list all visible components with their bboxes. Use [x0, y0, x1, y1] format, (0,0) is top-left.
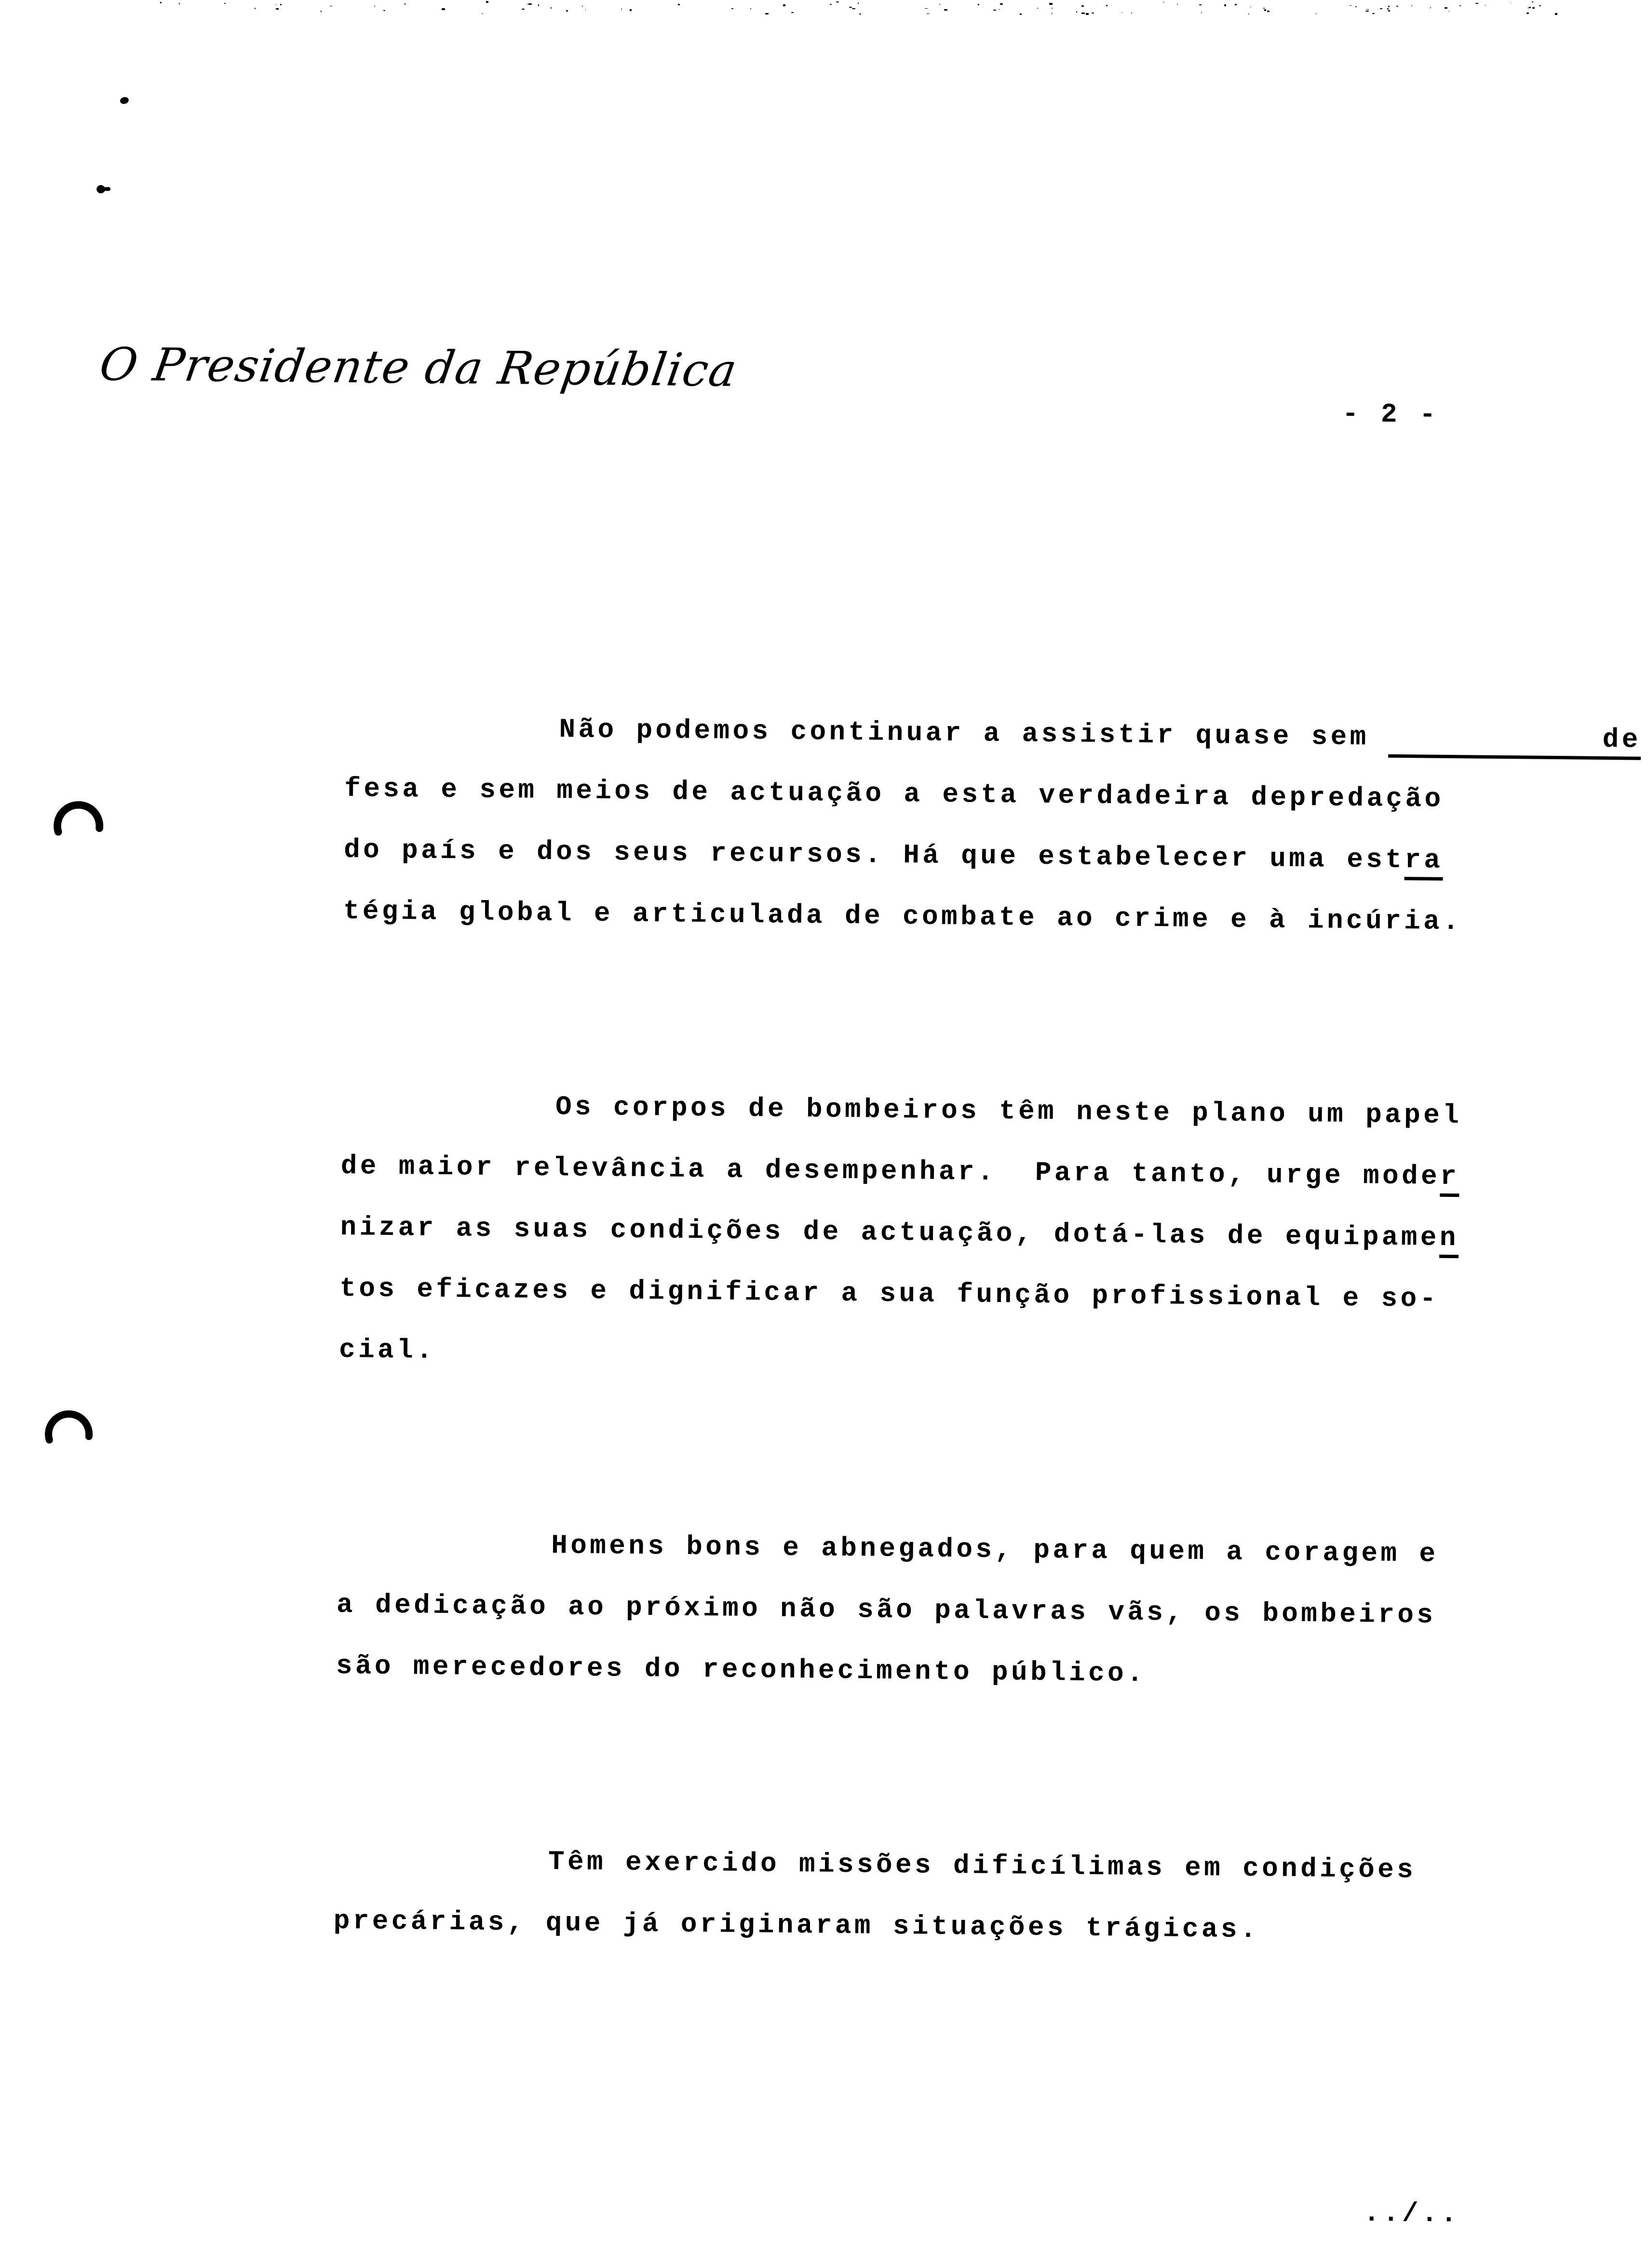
noise-speck [1387, 8, 1389, 10]
paragraph [339, 1074, 1528, 1392]
noise-speck [1366, 9, 1369, 10]
noise-speck [1350, 5, 1351, 6]
letterhead-script: O Presidente da República [96, 338, 741, 397]
page-number: - 2 - [1342, 398, 1439, 430]
noise-speck [1459, 5, 1460, 7]
noise-speck [1388, 6, 1390, 7]
noise-speck [1081, 5, 1084, 7]
line-text: fesa e sem meios de actuação a esta verdadeira depredação [344, 773, 1444, 815]
noise-speck [1224, 4, 1227, 6]
noise-speck [678, 4, 679, 5]
paragraph [343, 697, 1641, 953]
noise-speck [1532, 1, 1533, 2]
noise-speck [1106, 5, 1108, 7]
underlined-syllable: de [1388, 724, 1641, 760]
noise-speck [1264, 9, 1266, 11]
text-line [345, 697, 1641, 770]
ink-speck [104, 187, 110, 191]
text-line [344, 758, 1531, 831]
noise-speck [1475, 3, 1478, 4]
text-line [339, 1319, 1526, 1392]
noise-speck [978, 4, 979, 5]
noise-speck [836, 1, 839, 2]
noise-speck [1388, 10, 1390, 12]
text-line [334, 1829, 1520, 1902]
noise-speck [1052, 8, 1053, 9]
line-text: Homens bons e abnegados, para quem a coragem e [551, 1530, 1439, 1570]
document-body [333, 697, 1641, 1963]
noise-speck [849, 7, 852, 8]
text-line [340, 1197, 1526, 1270]
noise-speck [1049, 3, 1052, 5]
noise-speck [1532, 7, 1535, 9]
noise-speck [1539, 5, 1541, 6]
paragraph [333, 1829, 1520, 1963]
line-text: Não podemos continuar a assistir quase sem [559, 714, 1389, 753]
line-text: Os corpos de bombeiros têm neste plano um papel [555, 1091, 1462, 1131]
underlined-syllable: ra [1405, 846, 1444, 881]
line-text: precárias, que já originaram situações trágicas. [333, 1905, 1260, 1946]
noise-speck [1529, 7, 1531, 8]
noise-speck [1250, 7, 1251, 8]
noise-speck [1355, 6, 1357, 7]
line-text: tégia global e articulada de combate ao crime e à incúria. [343, 895, 1462, 938]
text-line [340, 1136, 1527, 1208]
line-text: Têm exercido missões dificílimas em condições [548, 1846, 1417, 1886]
line-text: tos eficazes e dignificar a sua função profissional e so- [339, 1273, 1439, 1315]
noise-speck [830, 4, 832, 5]
line-text: nizar as suas condições de actuação, dotá-las de equipame [340, 1211, 1440, 1253]
noise-speck [1485, 5, 1486, 6]
underlined-syllable: n [1439, 1224, 1459, 1258]
noise-speck [1037, 8, 1038, 9]
noise-speck [1199, 4, 1202, 5]
noise-speck [1177, 4, 1178, 5]
noise-speck [1430, 7, 1431, 8]
noise-speck [1411, 5, 1412, 6]
noise-speck [1526, 13, 1529, 14]
continuation-mark: ../.. [1363, 2198, 1460, 2230]
underlined-syllable: r [1440, 1163, 1460, 1197]
text-line [333, 1891, 1520, 1963]
line-text: do país e dos seus recursos. Há que estabelecer uma est [343, 834, 1405, 876]
text-line [343, 819, 1530, 892]
text-line [341, 1074, 1527, 1147]
text-line [337, 1513, 1524, 1586]
ink-speck [120, 96, 130, 105]
noise-speck [1380, 8, 1383, 9]
line-text: a dedicação ao próximo não são palavras vãs, os bombeiros [336, 1589, 1436, 1631]
text-line [339, 1258, 1526, 1331]
binder-hole-mark [45, 1410, 94, 1459]
text-line [336, 1636, 1522, 1708]
line-text: são merecedores do reconhecimento público. [336, 1650, 1147, 1689]
noise-speck [783, 4, 786, 6]
noise-speck [486, 1, 488, 2]
text-line [336, 1574, 1523, 1647]
noise-speck [858, 2, 859, 3]
noise-speck [1445, 7, 1448, 9]
line-text: de maior relevância a desempenhar. Para tanto, urge mode [340, 1150, 1441, 1192]
paragraph [336, 1513, 1524, 1708]
noise-speck [1448, 11, 1449, 12]
binder-hole-mark [54, 801, 104, 851]
noise-speck [1000, 3, 1003, 5]
noise-speck [939, 4, 940, 5]
noise-speck [1235, 4, 1237, 5]
line-text: cial. [338, 1334, 436, 1366]
text-line [343, 881, 1529, 953]
noise-speck [1263, 8, 1265, 9]
